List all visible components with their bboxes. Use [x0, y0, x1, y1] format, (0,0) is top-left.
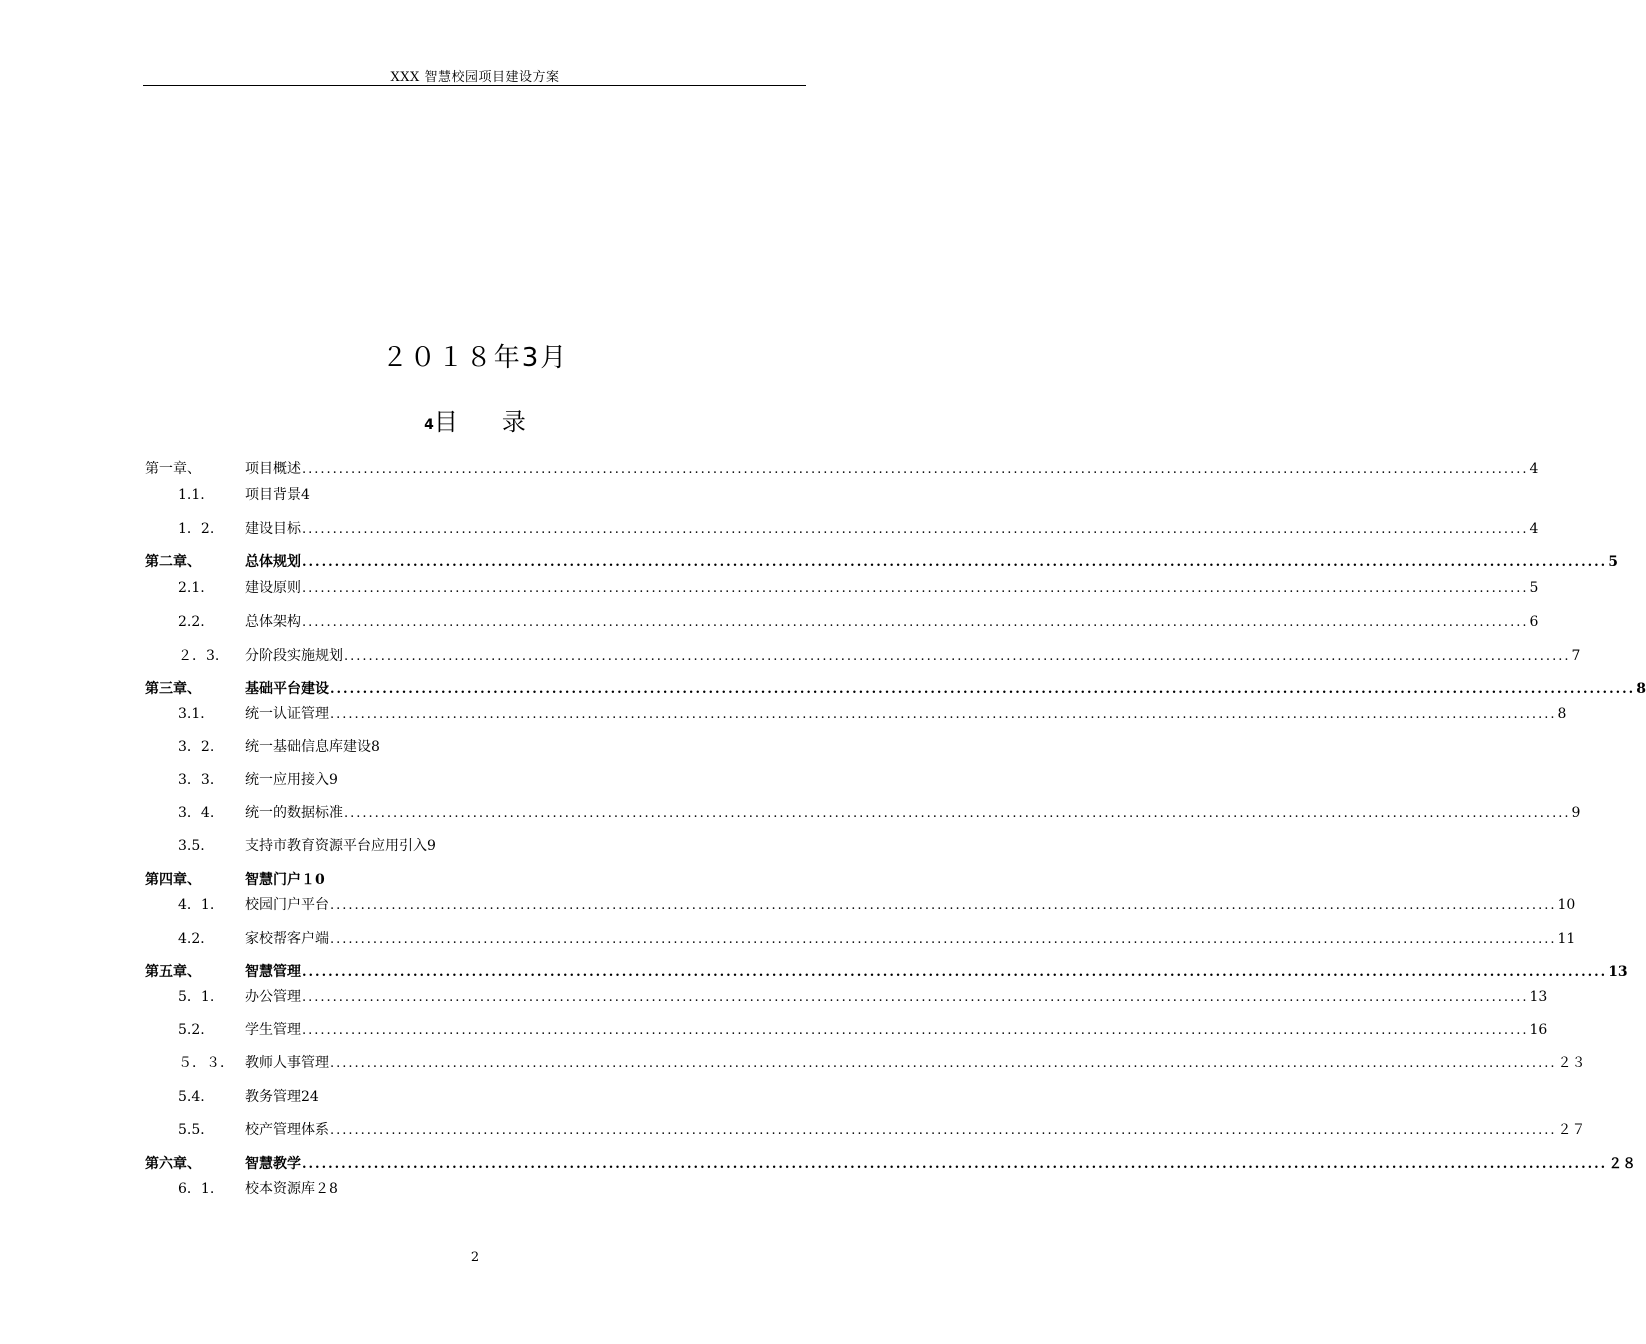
toc-dot-leader: ........................................................................................................................................................................................................	[302, 581, 1529, 596]
toc-title-right: 录	[501, 408, 526, 436]
toc-entry-number: 1．2.	[178, 521, 215, 537]
toc-entry-number: 5.5．	[178, 1122, 215, 1138]
toc-entry[interactable]	[145, 518, 1539, 538]
toc-entry[interactable]	[145, 1019, 1548, 1039]
toc-dot-leader: ........................................................................................................................................................................................................	[302, 555, 1608, 570]
toc-title	[0, 402, 950, 437]
toc-entry-number: 3.1．	[178, 706, 215, 722]
toc-entry[interactable]	[145, 769, 806, 789]
toc-entry-label: 统一基础信息库建设8	[245, 739, 380, 755]
toc-entry-label: 智慧门户１0	[245, 872, 325, 888]
toc-dot-leader: ........................................................................................................................................................................................................	[330, 707, 1557, 722]
toc-entry[interactable]	[145, 1153, 1637, 1173]
toc-entry-page: 9	[1571, 805, 1581, 821]
toc-dot-leader: ........................................................................................................................................................................................................	[302, 1023, 1529, 1038]
toc-entry[interactable]	[145, 1086, 806, 1106]
toc-entry[interactable]	[145, 1178, 806, 1198]
toc-entry-number: 2.2.	[178, 614, 205, 630]
toc-entry[interactable]	[145, 869, 806, 889]
toc-entry-page: 5	[1529, 580, 1539, 596]
toc-entry-page: 5	[1608, 554, 1618, 570]
toc-entry-number: 5.2.	[178, 1022, 205, 1038]
toc-dot-leader: ........................................................................................................................................................................................................	[330, 932, 1557, 947]
toc-entry-label: 基础平台建设	[245, 681, 329, 697]
toc-entry-number: 5.4.	[178, 1089, 205, 1105]
toc-entry-label: 智慧管理	[245, 964, 301, 980]
toc-entry-page: ２３	[1557, 1055, 1586, 1071]
toc-dot-leader: ........................................................................................................................................................................................................	[344, 649, 1571, 664]
toc-entry-label: 项目背景4	[245, 487, 310, 503]
toc-dot-leader: ........................................................................................................................................................................................................	[302, 965, 1608, 980]
toc-entry-page: ２８	[1608, 1156, 1637, 1172]
toc-entry-page: 13	[1529, 989, 1548, 1005]
toc-entry-number: 3．4.	[178, 805, 215, 821]
toc-entry-number: ５．３．	[178, 1055, 234, 1071]
toc-entry-number: ２．3.	[178, 648, 220, 664]
toc-entry-number: 第三章、	[145, 681, 201, 697]
toc-entry[interactable]	[145, 961, 1628, 981]
toc-entry-label: 办公管理	[245, 989, 301, 1005]
toc-entry-page: 8	[1636, 681, 1646, 697]
toc-entry-label: 统一的数据标准	[245, 805, 343, 821]
toc-entry-page: 13	[1608, 964, 1628, 980]
toc-entry-label: 总体规划	[245, 554, 301, 570]
toc-entry-label: 建设目标	[245, 521, 301, 537]
toc-entry[interactable]	[145, 611, 1539, 631]
toc-entry-page: 6	[1529, 614, 1539, 630]
toc-entry-label: 支持市教育资源平台应用引入9	[245, 838, 436, 854]
toc-entry-page: 7	[1571, 648, 1581, 664]
toc-entry-page: 10	[1557, 897, 1576, 913]
toc-entry-label: 家校帮客户端	[245, 931, 329, 947]
toc-entry[interactable]	[145, 703, 1567, 723]
toc-entry-label: 总体架构	[245, 614, 301, 630]
toc-dot-leader: ........................................................................................................................................................................................................	[330, 1056, 1557, 1071]
toc-entry-label: 校本资源库２8	[245, 1181, 338, 1197]
toc-entry-label: 项目概述	[245, 461, 301, 477]
toc-entry-number: 4．1.	[178, 897, 215, 913]
toc-title-left: 目	[433, 408, 458, 436]
toc-dot-leader: ........................................................................................................................................................................................................	[330, 682, 1636, 697]
toc-entry-page: ２７	[1557, 1122, 1586, 1138]
toc-entry-number: 5．1.	[178, 989, 215, 1005]
toc-dot-leader: ........................................................................................................................................................................................................	[302, 462, 1529, 477]
toc-entry-number: 6．1.	[178, 1181, 215, 1197]
toc-entry[interactable]	[145, 894, 1576, 914]
toc-entry-label: 分阶段实施规划	[245, 648, 343, 664]
toc-entry[interactable]	[145, 678, 1646, 698]
toc-dot-leader: ........................................................................................................................................................................................................	[330, 1123, 1557, 1138]
page-number: 2	[470, 1250, 480, 1265]
toc-entry[interactable]	[145, 577, 1539, 597]
toc-entry-label: 教师人事管理	[245, 1055, 329, 1071]
toc-entry[interactable]	[145, 1119, 1586, 1139]
toc-entry-page: 8	[1557, 706, 1567, 722]
toc-entry-number: 3．3．	[178, 772, 224, 788]
running-header: XXX 智慧校园项目建设方案	[390, 70, 560, 85]
toc-entry[interactable]	[145, 802, 1581, 822]
toc-dot-leader: ........................................................................................................................................................................................................	[330, 898, 1557, 913]
toc-entry-page: 4	[1529, 461, 1539, 477]
toc-entry-number: 第六章、	[145, 1156, 201, 1172]
toc-entry-number: 第五章、	[145, 964, 201, 980]
toc-entry[interactable]	[145, 551, 1618, 571]
header-rule	[143, 85, 806, 86]
toc-entry-page: 11	[1557, 931, 1576, 947]
anchor-mark: 4	[424, 417, 434, 433]
toc-entry-number: 第一章、	[145, 461, 201, 477]
toc-entry-label: 校园门户平台	[245, 897, 329, 913]
toc-entry-label: 教务管理24	[245, 1089, 319, 1105]
toc-entry[interactable]	[145, 484, 806, 504]
toc-dot-leader: ........................................................................................................................................................................................................	[302, 522, 1529, 537]
toc-entry-label: 智慧教学	[245, 1156, 301, 1172]
toc-dot-leader: ........................................................................................................................................................................................................	[302, 1157, 1608, 1172]
toc-entry-label: 统一应用接入9	[245, 772, 338, 788]
toc-entry[interactable]	[145, 835, 806, 855]
toc-entry-number: 4.2．	[178, 931, 215, 947]
toc-entry-label: 建设原则	[245, 580, 301, 596]
toc-entry-number: 3.5.	[178, 838, 205, 854]
toc-entry[interactable]	[145, 928, 1576, 948]
toc-dot-leader: ........................................................................................................................................................................................................	[302, 990, 1529, 1005]
toc-entry[interactable]	[145, 1052, 1586, 1072]
toc-entry-label: 学生管理	[245, 1022, 301, 1038]
toc-dot-leader: ........................................................................................................................................................................................................	[302, 615, 1529, 630]
toc-entry-number: 1.1.	[178, 487, 205, 503]
cover-date: ２０１８年3月	[381, 343, 569, 373]
toc-entry[interactable]	[145, 458, 1539, 478]
toc-entry[interactable]	[145, 736, 806, 756]
toc-entry[interactable]	[145, 986, 1548, 1006]
toc-entry[interactable]	[145, 645, 1581, 665]
toc-entry-number: 第四章、	[145, 872, 201, 888]
toc-entry-page: 4	[1529, 521, 1539, 537]
toc-entry-label: 校产管理体系	[245, 1122, 329, 1138]
toc-entry-label: 统一认证管理	[245, 706, 329, 722]
toc-entry-page: 16	[1529, 1022, 1548, 1038]
toc-entry-number: 2.1.	[178, 580, 205, 596]
toc-entry-number: 第二章、	[145, 554, 201, 570]
toc-dot-leader: ........................................................................................................................................................................................................	[344, 806, 1571, 821]
toc-entry-number: 3．2.	[178, 739, 215, 755]
